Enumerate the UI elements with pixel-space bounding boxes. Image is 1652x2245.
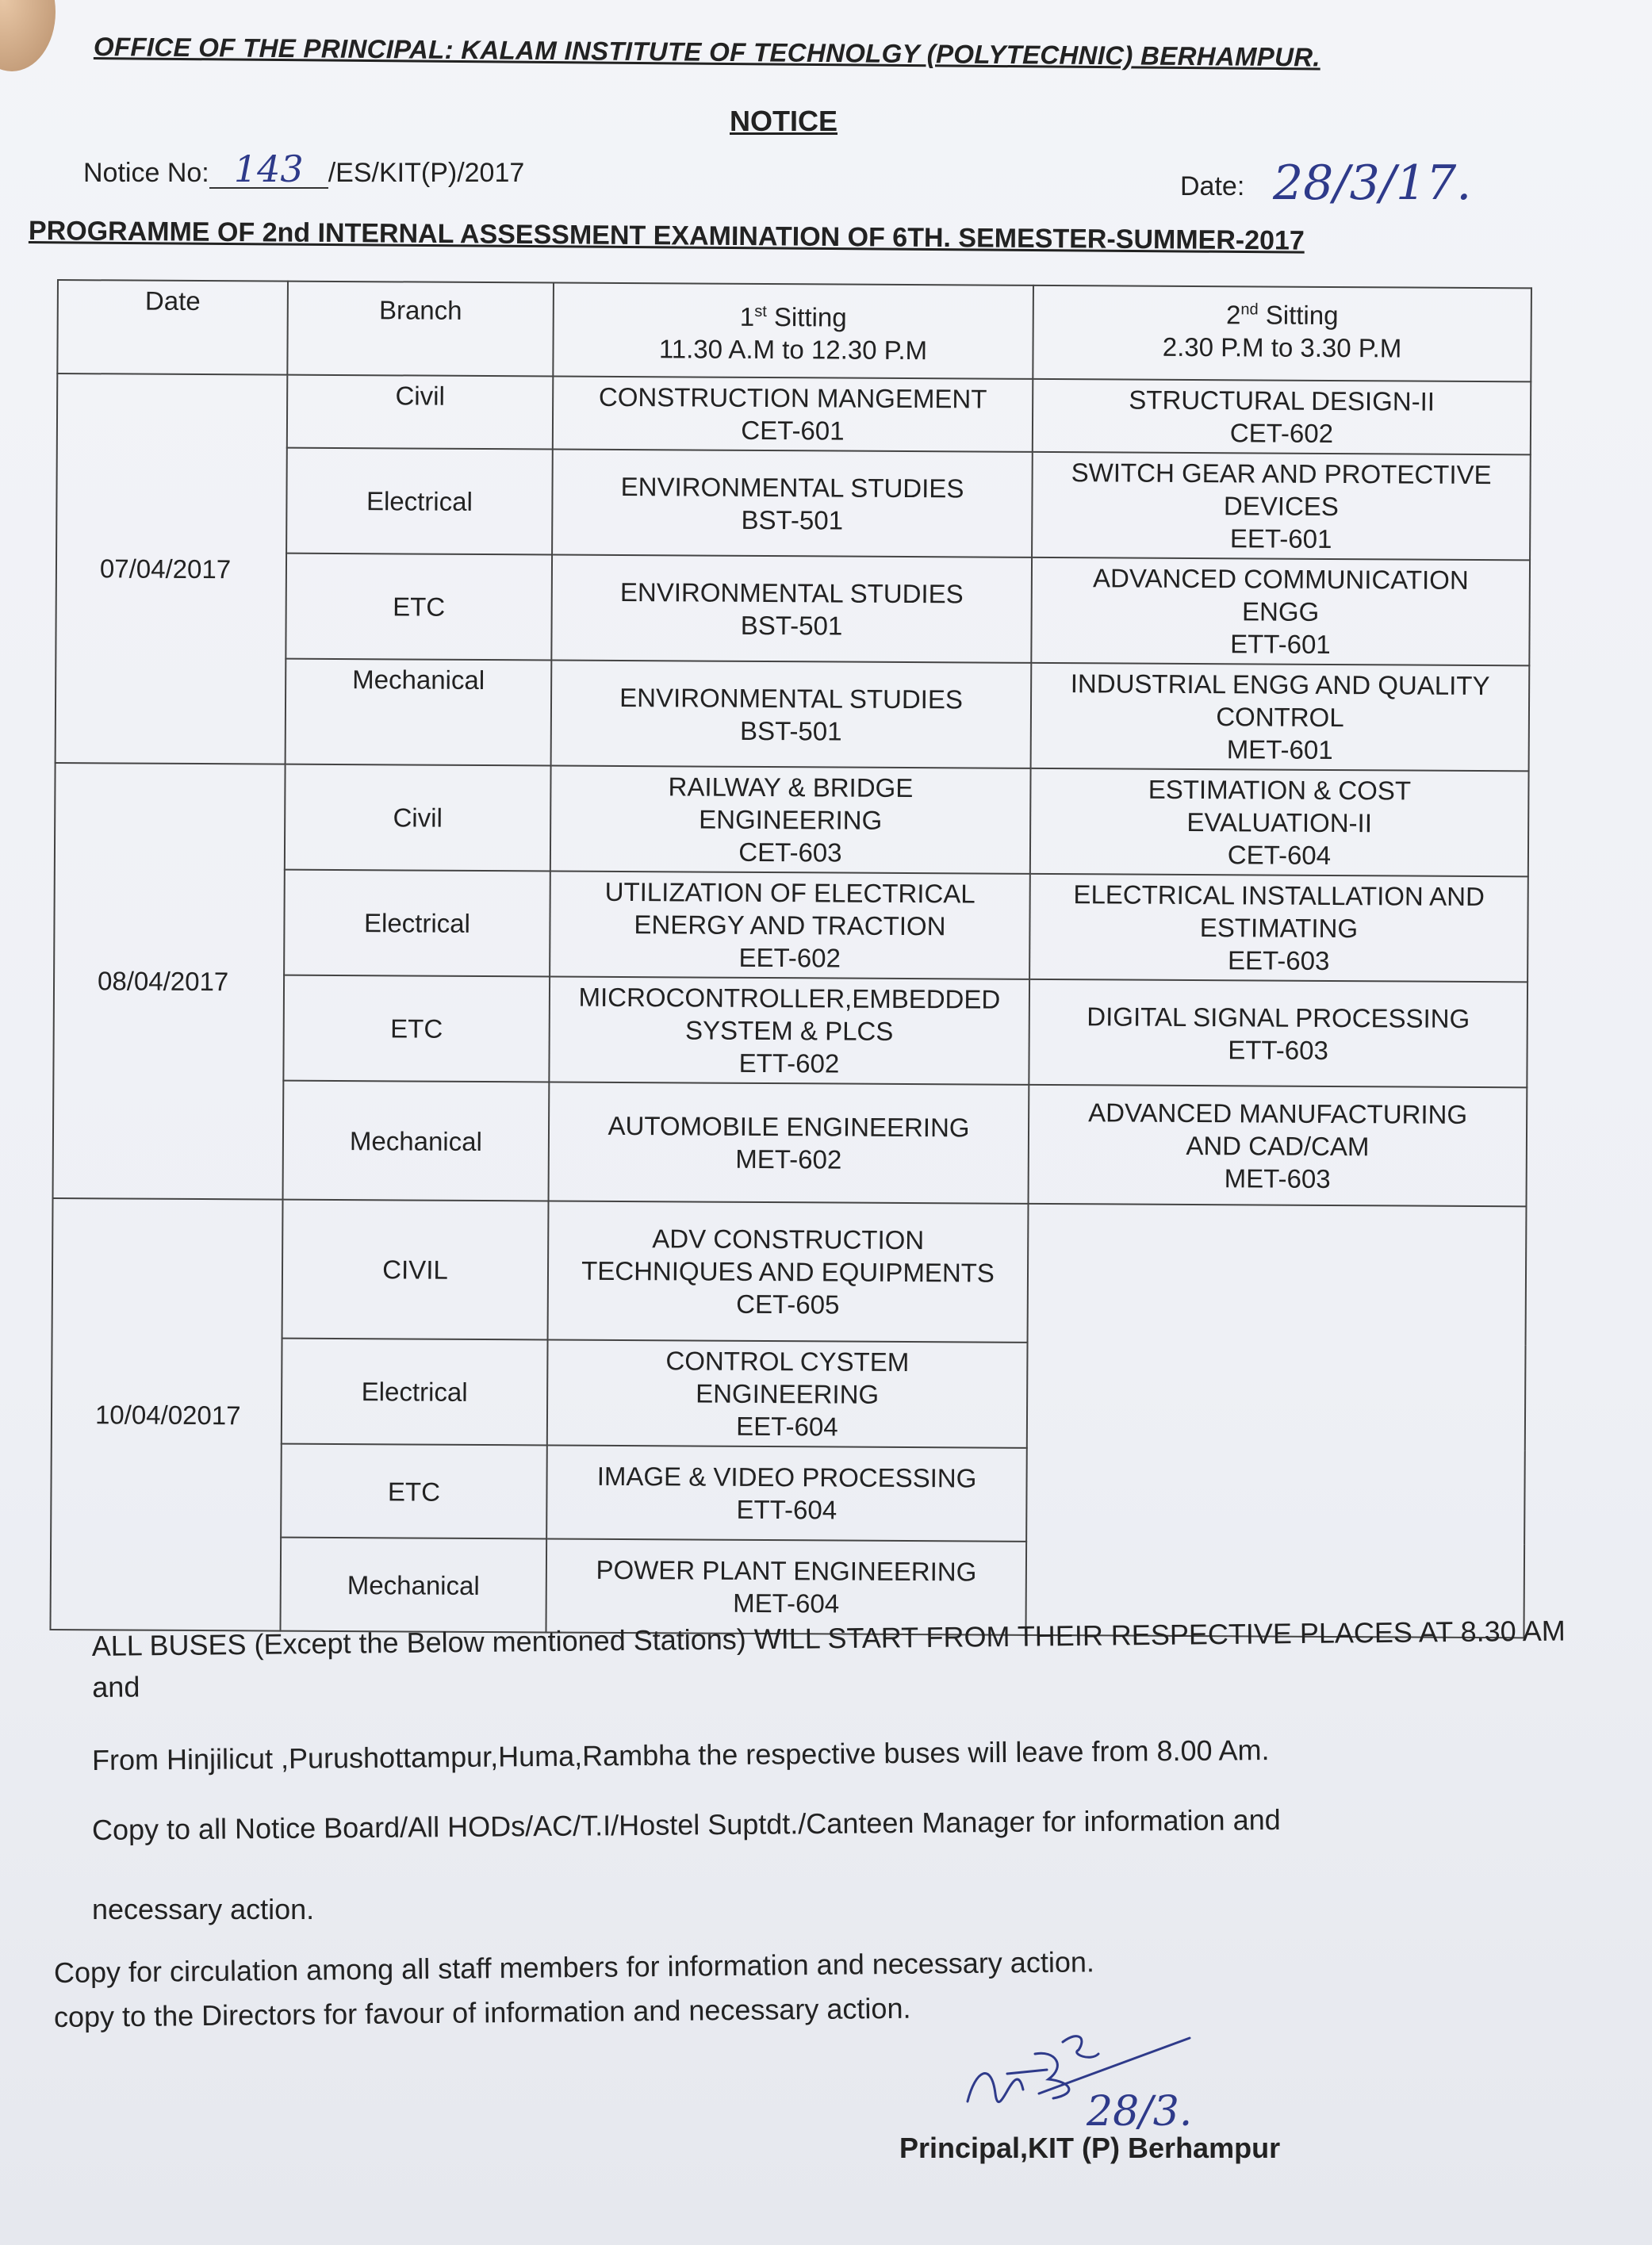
sitting-2-cell: INDUSTRIAL ENGG AND QUALITY CONTROL MET-601 (1031, 663, 1530, 772)
header-date: Date (57, 280, 288, 375)
sitting-1-cell: IMAGE & VIDEO PROCESSING ETT-604 (546, 1445, 1027, 1541)
branch-cell: ETC (283, 975, 550, 1082)
date-label: Date: (1180, 171, 1245, 201)
bus-timing-text: ALL BUSES (Except the Below mentioned Stations) WILL START FROM THEIR RESPECTIVE PLACES AT 8.30 AM and (91, 1614, 1566, 1703)
table-row (57, 374, 1531, 454)
notice-title: NOTICE (730, 105, 838, 137)
branch-cell: Civil (285, 764, 551, 872)
branch-cell: ETC (281, 1444, 547, 1539)
signature-date: 28/3. (1087, 2088, 1193, 2133)
date-cell: 08/04/2017 (53, 763, 286, 1200)
exam-schedule-table (49, 279, 1531, 1638)
notice-no-handwritten: 143 (209, 151, 328, 189)
office-heading: OFFICE OF THE PRINCIPAL: KALAM INSTITUTE OF TECHNOLGY (POLYTECHNIC) BERHAMPUR. (93, 32, 1320, 72)
notice-number (83, 147, 525, 190)
sitting-1-cell: ENVIRONMENTAL STUDIES BST-501 (551, 554, 1032, 662)
principal-signature (960, 2006, 1245, 2133)
sitting-1-cell: UTILIZATION OF ELECTRICAL ENERGY AND TRACTION EET-602 (550, 871, 1030, 979)
branch-cell: CIVIL (282, 1200, 549, 1340)
sitting-2-cell: ADVANCED COMMUNICATION ENGG ETT-601 (1031, 557, 1530, 666)
sitting-1-cell: ADV CONSTRUCTION TECHNIQUES AND EQUIPMENTS CET-605 (548, 1201, 1029, 1342)
branch-cell: Mechanical (283, 1081, 550, 1201)
copy-to-notice-board-cont: necessary action. (92, 1893, 315, 1925)
notice-no-suffix: /ES/KIT(P)/2017 (328, 158, 525, 188)
branch-cell: Mechanical (286, 659, 552, 766)
notice-no-label: Notice No: (83, 158, 209, 188)
branch-cell: Electrical (282, 1339, 548, 1446)
date-cell: 10/04/02017 (50, 1198, 282, 1631)
branch-cell: Electrical (284, 870, 550, 977)
copy-to-notice-board: Copy to all Notice Board/All HODs/AC/T.I/Hostel Suptdt./Canteen Manager for information and (91, 1803, 1281, 1846)
table-row (52, 1198, 1527, 1345)
sitting-1-cell: ENVIRONMENTAL STUDIES BST-501 (552, 449, 1033, 557)
sitting-2-empty-cell (1025, 1204, 1526, 1638)
branch-cell: Civil (287, 375, 554, 450)
date-cell: 07/04/2017 (56, 374, 288, 764)
header-sitting-2: 2nd Sitting 2.30 P.M to 3.30 P.M (1033, 285, 1531, 382)
copy-to-directors: copy to the Directors for favour of information and necessary action. (53, 1991, 911, 2033)
sitting-1-cell: CONSTRUCTION MANGEMENT CET-601 (553, 376, 1033, 451)
signatory: Principal,KIT (P) Berhampur (899, 2132, 1281, 2164)
table-header-row (57, 280, 1531, 381)
sitting-1-cell: ENVIRONMENTAL STUDIES BST-501 (551, 660, 1032, 768)
header-branch: Branch (287, 282, 554, 377)
sitting-2-cell: ELECTRICAL INSTALLATION AND ESTIMATING EET-603 (1029, 874, 1528, 983)
branch-cell: Mechanical (280, 1538, 546, 1633)
sitting-2-cell: STRUCTURAL DESIGN-II CET-602 (1033, 379, 1531, 455)
sitting-1-cell: MICROCONTROLLER,EMBEDDED SYSTEM & PLCS ETT-602 (549, 976, 1029, 1084)
sitting-1-cell: AUTOMOBILE ENGINEERING MET-602 (549, 1082, 1029, 1203)
sitting-1-cell: CONTROL CYSTEM ENGINEERING EET-604 (547, 1339, 1028, 1447)
stations-text: From Hinjilicut ,Purushottampur,Huma,Rambha the respective buses will leave from 8.00 Am. (91, 1734, 1270, 1776)
sitting-1-cell: RAILWAY & BRIDGE ENGINEERING CET-603 (550, 765, 1031, 873)
programme-title: PROGRAMME OF 2nd INTERNAL ASSESSMENT EXAMINATION OF 6TH. SEMESTER-SUMMER-2017 (28, 216, 1305, 256)
sitting-1-cell: POWER PLANT ENGINEERING MET-604 (546, 1538, 1026, 1634)
date-handwritten: 28/3/17. (1273, 155, 1472, 211)
branch-cell: Electrical (286, 448, 553, 555)
table-row (55, 763, 1529, 876)
copy-circulation-staff: Copy for circulation among all staff members for information and necessary action. (53, 1945, 1095, 1989)
header-sitting-1: 1st Sitting 11.30 A.M to 12.30 P.M (553, 282, 1033, 378)
sitting-2-cell: ADVANCED MANUFACTURING AND CAD/CAM MET-603 (1029, 1085, 1527, 1207)
sitting-2-cell: ESTIMATION & COST EVALUATION-II CET-604 (1030, 768, 1529, 877)
sitting-2-cell: SWITCH GEAR AND PROTECTIVE DEVICES EET-601 (1032, 452, 1531, 561)
sitting-2-cell: DIGITAL SIGNAL PROCESSING ETT-603 (1029, 979, 1527, 1088)
branch-cell: ETC (286, 554, 552, 661)
